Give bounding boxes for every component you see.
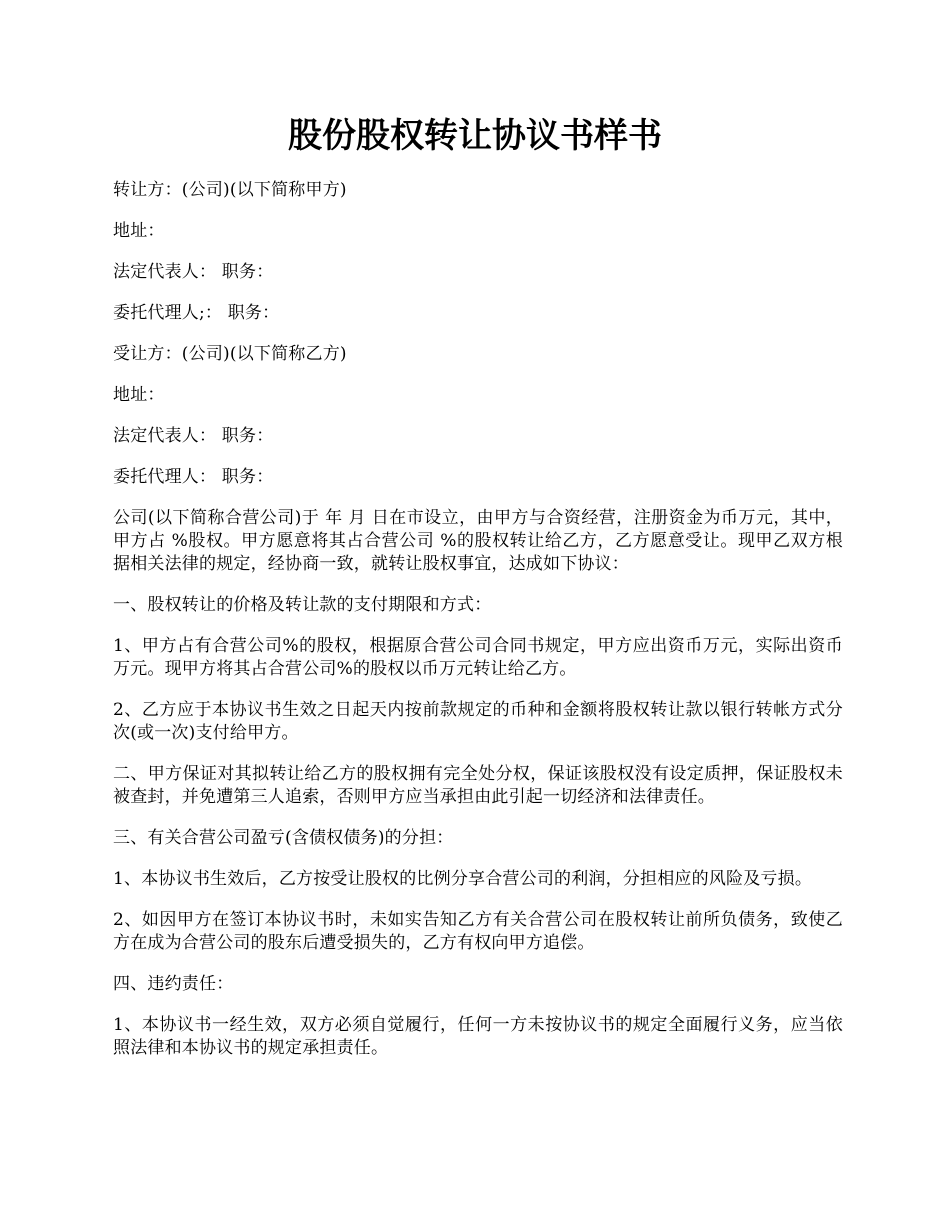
paragraph-transferor: 转让方：(公司)(以下简称甲方) [113,180,347,200]
section-heading-profit-loss: 三、有关合营公司盈亏(含债权债务)的分担： [113,828,454,848]
document-body [113,179,843,1078]
section-heading-liability: 四、违约责任： [113,974,234,994]
clause-3-2: 2、如因甲方在签订本协议书时，未如实告知乙方有关合营公司在股权转让前所负债务，致使乙方在成为合营公司的股东后遭受损失的，乙方有权向甲方追偿。 [113,910,843,953]
clause-4-1: 1、本协议书一经生效，双方必须自觉履行，任何一方未按协议书的规定全面履行义务，应当依照法律和本协议书的规定承担责任。 [113,1015,843,1058]
paragraph-transferor-agent: 委托代理人;： 职务： [113,303,280,323]
paragraph-transferee-legal-rep: 法定代表人： 职务： [113,426,274,446]
clause-3-1: 1、本协议书生效后，乙方按受让股权的比例分享合营公司的利润，分担相应的风险及亏损。 [113,869,813,889]
section-guarantee: 二、甲方保证对其拟转让给乙方的股权拥有完全处分权，保证该股权没有设定质押，保证股权未被查封，并免遭第三人追索，否则甲方应当承担由此引起一切经济和法律责任。 [113,764,843,807]
paragraph-transferor-legal-rep: 法定代表人： 职务： [113,262,274,282]
paragraph-transferee-address: 地址： [113,385,165,405]
paragraph-preamble: 公司(以下简称合营公司)于 年 月 日在市设立，由甲方与合资经营，注册资金为币万元，其中，甲方占 %股权。甲方愿意将其占合营公司 %的股权转让给乙方，乙方愿意受让。现甲乙双方根据相关法律的规定，经协商一致，就转让股权事宜，达成如下协议： [113,508,843,574]
paragraph-transferor-address: 地址： [113,221,165,241]
paragraph-transferee-agent: 委托代理人： 职务： [113,467,274,487]
clause-1-1: 1、甲方占有合营公司%的股权，根据原合营公司合同书规定，甲方应出资币万元，实际出资币 万元。现甲方将其占合营公司%的股权以币万元转让给乙方。 [113,636,843,679]
clause-1-2: 2、乙方应于本协议书生效之日起天内按前款规定的币种和金额将股权转让款以银行转帐方式分次(或一次)支付给甲方。 [113,700,843,743]
paragraph-transferee: 受让方：(公司)(以下简称乙方) [113,344,347,364]
section-heading-price-payment: 一、股权转让的价格及转让款的支付期限和方式： [113,595,492,615]
document-title: 股份股权转让协议书样书 [288,116,662,156]
